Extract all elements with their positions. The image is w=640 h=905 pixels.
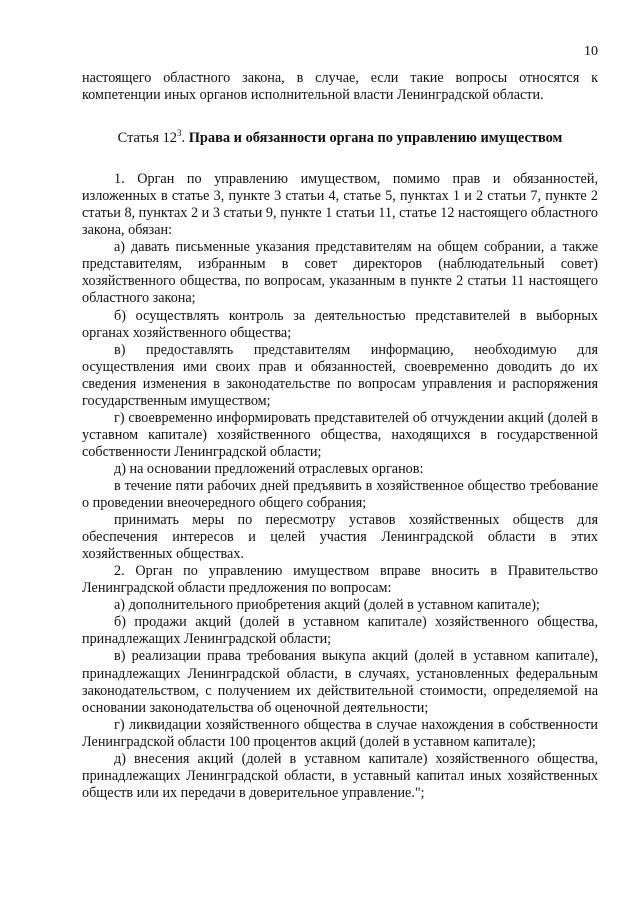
- page-number: 10: [584, 44, 598, 59]
- paragraph-2a: а) дополнительного приобретения акций (долей в уставном капитале);: [114, 597, 540, 614]
- article-heading: [82, 130, 598, 147]
- paragraph-2v: в) реализации права требования выкупа акций (долей в уставном капитале), принадлежащих Ленинградской области, в случаях, установленных федеральным законодательством, с получением их действительной стоимости, определяемой на основании законодательства об оценочной деятельности;: [82, 648, 598, 716]
- paragraph-2g: г) ликвидации хозяйственного общества в случае нахождения в собственности Ленинградской области 100 процентов акций (долей в уставном капитале);: [82, 716, 598, 750]
- paragraph-2d: д) внесения акций (долей в уставном капитале) хозяйственного общества, принадлежащих Ленинградской области, в уставный капитал иных хозяйственных обществ или их передачи в доверительное управление.";: [82, 750, 598, 801]
- paragraph-1d-item-1: в течение пяти рабочих дней предъявить в хозяйственное общество требование о проведении внеочередного общего собрания;: [82, 477, 598, 512]
- paragraph-1: 1. Орган по управлению имуществом, помимо прав и обязанностей, изложенных в статье 3, пункте 3 статьи 4, статье 5, пунктах 1 и 2 статьи 7, пункте 2 статьи 8, пунктах 2 и 3 статьи 9, пункте 1 статьи 11, статье 12 настоящего областного закона, обязан:: [82, 171, 598, 239]
- intro-paragraph: настоящего областного закона, в случае, если такие вопросы относятся к компетенции иных органов исполнительной власти Ленинградской области.: [82, 70, 598, 104]
- article-superscript: 3: [177, 128, 182, 139]
- paragraph-1d-item-2: принимать меры по пересмотру уставов хозяйственных обществ для обеспечения интересов и целей участия Ленинградской области в этих хозяйственных обществах.: [82, 512, 598, 563]
- paragraph-1v: в) предоставлять представителям информацию, необходимую для осуществления ими своих прав и обязанностей, своевременно доводить до их сведения изменения в законодательстве по вопросам управления и распоряжения государственным имуществом;: [82, 341, 598, 409]
- paragraph-1g: г) своевременно информировать представителей об отчуждении акций (долей в уставном капитале) хозяйственного общества, находящихся в государственной собственности Ленинградской области;: [82, 409, 598, 460]
- paragraph-2b: б) продажи акций (долей в уставном капитале) хозяйственного общества, принадлежащих Ленинградской области;: [82, 614, 598, 648]
- paragraph-1d: д) на основании предложений отраслевых органов:: [114, 460, 424, 477]
- article-prefix: Статья 12: [117, 130, 178, 147]
- article-separator: .: [181, 130, 189, 147]
- paragraph-1b: б) осуществлять контроль за деятельностью представителей в выборных органах хозяйственного общества;: [82, 307, 598, 341]
- article-title: Права и обязанности органа по управлению имуществом: [188, 130, 563, 147]
- document-body: [82, 70, 598, 802]
- paragraph-1a: а) давать письменные указания представителям на общем собрании, а также представителям, избранным в совет директоров (наблюдательный совет) хозяйственного общества, по вопросам, указанным в пункте 2 статьи 11 настоящего областного закона;: [82, 239, 598, 307]
- paragraph-2: 2. Орган по управлению имуществом вправе вносить в Правительство Ленинградской области предложения по вопросам:: [82, 563, 598, 597]
